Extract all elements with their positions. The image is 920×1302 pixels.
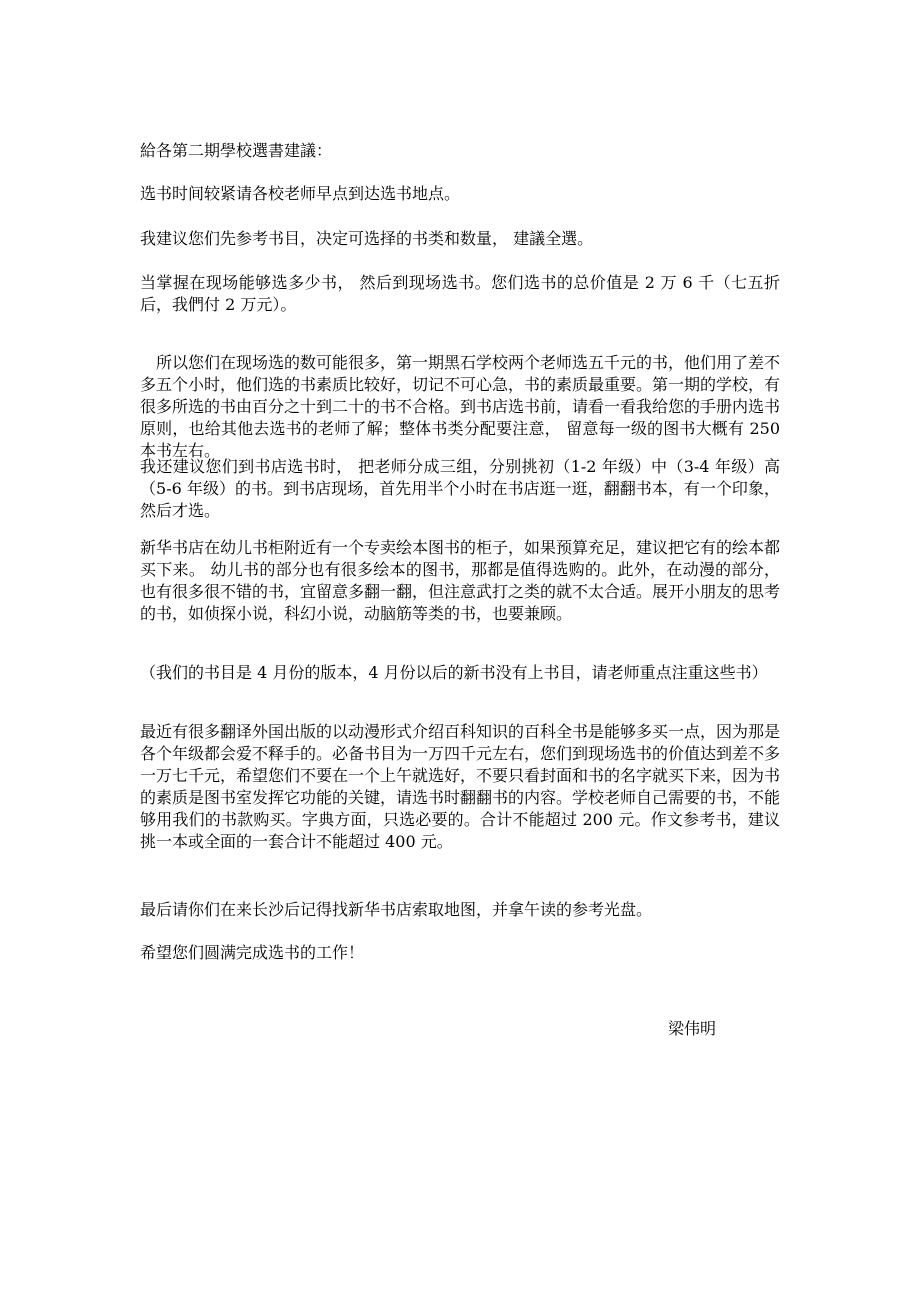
paragraph-picture-books: 新华书店在幼儿书柜附近有一个专卖绘本图书的柜子，如果预算充足，建议把它有的绘本都买下来。 幼儿书的部分也有很多绘本的图书，那都是值得选购的。此外，在动漫的部分，也有很多很不错的书，宜留意多翻一翻，但注意武打之类的就不太合适。展开小朋友的思考的书，如侦探小说，科幻小说，动脑筋等类的书，也要兼顾。 (140, 538, 781, 623)
paragraph-arrive-early: 选书时间较紧请各校老师早点到达选书地点。 (140, 184, 461, 203)
paragraph-budget: 当掌握在现场能够选多少书， 然后到现场选书。您们选书的总价值是 2 万 6 千（七五折后，我們付 2 万元）。 (140, 273, 780, 314)
paragraph-quality-advice: 所以您们在现场选的数可能很多，第一期黑石学校两个老师选五千元的书，他们用了差不多五个小时，他们选的书素质比较好，切记不可心急，书的素质最重要。第一期的学校，有很多所选的书由百分之十到二十的书不合格。到书店选书前，请看一看我给您的手册内选书原则，也给其他去选书的老师了解；整体书类分配要注意， 留意每一级的图书大概有 250 本书左右。 (140, 353, 781, 460)
paragraph-encyclopedia: 最近有很多翻译外国出版的以动漫形式介绍百科知识的百科全书是能够多买一点，因为那是各个年级都会爱不释手的。必备书目为一万四千元左右，您们到现场选书的价值达到差不多一万七千元，希望您们不要在一个上午就选好，不要只看封面和书的名字就买下来，因为书的素质是图书室发挥它功能的关键，请选书时翻翻书的内容。学校老师自己需要的书，不能够用我们的书款购买。字典方面，只选必要的。合计不能超过 200 元。作文参考书，建议挑一本或全面的一套合计不能超过 400 元。 (140, 722, 781, 851)
paragraph-map: 最后请你们在来长沙后记得找新华书店索取地图，并拿午读的参考光盘。 (140, 900, 653, 919)
paragraph-teacher-groups: 我还建议您们到书店选书时， 把老师分成三组，分别挑初（1-2 年级）中（3-4 年级）高（5-6 年级）的书。到书店现场，首先用半个小时在书店逛一逛，翻翻书本，有一个印象，然后才选。 (140, 457, 780, 520)
paragraph-book-list-note: （我们的书目是 4 月份的版本，4 月份以后的新书没有上书目，请老师重点注重这些书） (140, 663, 768, 682)
paragraph-reference-list: 我建议您们先参考书目，决定可选择的书类和数量， 建議全選。 (140, 229, 594, 248)
signature: 梁伟明 (668, 1019, 717, 1038)
letter-greeting: 給各第二期學校選書建議： (140, 141, 333, 160)
paragraph-closing: 希望您们圆满完成选书的工作！ (140, 943, 365, 962)
